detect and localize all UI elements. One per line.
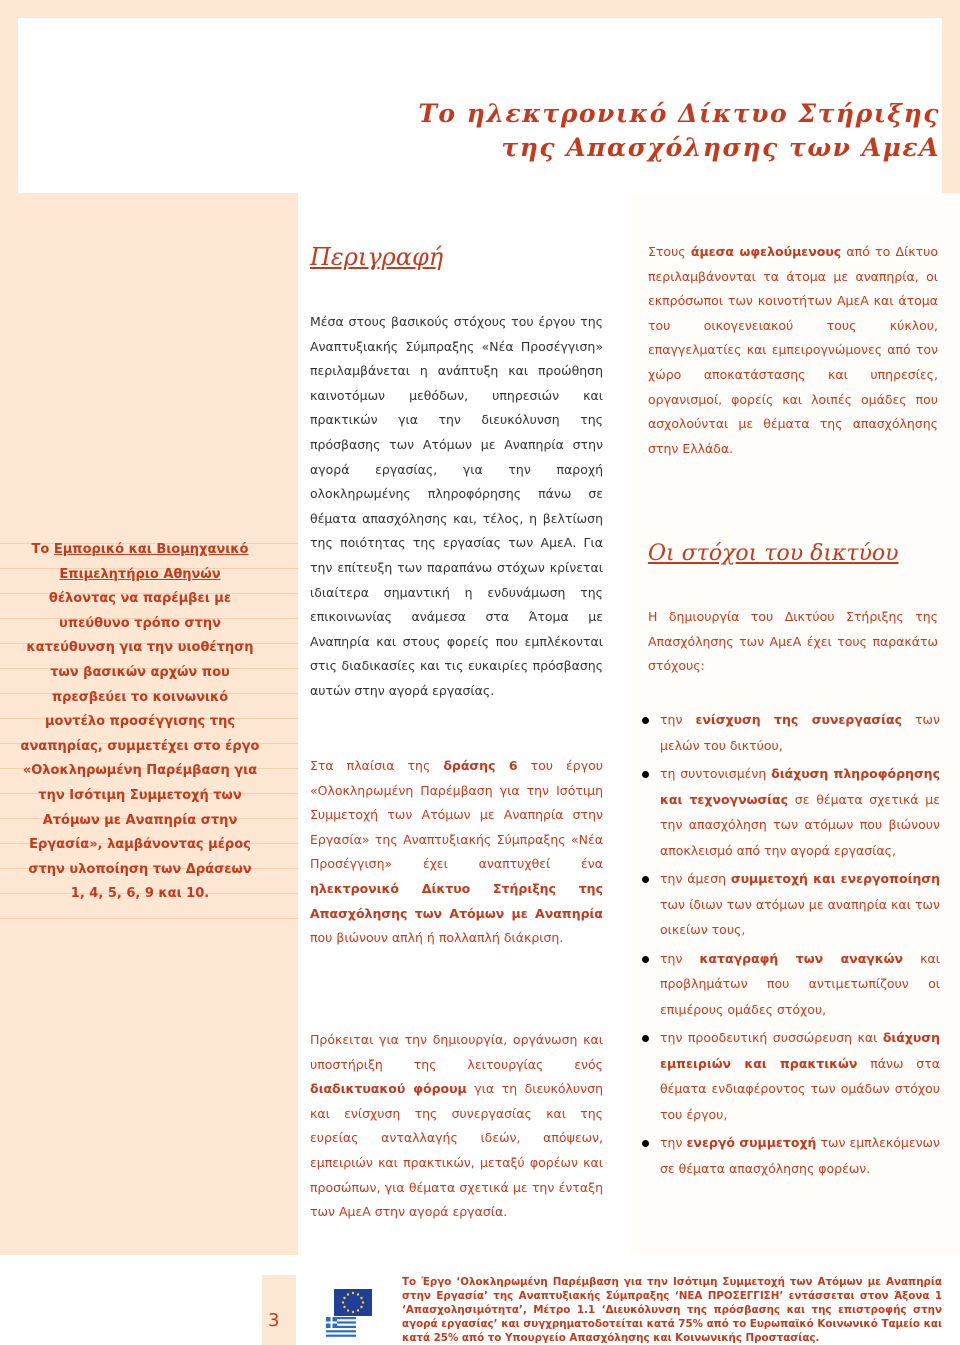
beneficiaries-paragraph: Στους άμεσα ωφελούμενους από το Δίκτυο περιλαμβάνονται τα άτομα με αναπηρία, οι εκπρόσωποι των κοινοτήτων ΑμεΑ και άτομα του οικογενειακού τους κύκλου, επαγγελματίες και εμπειρογνώμονες από τον χώρο αποκατάστασης και υπηρεσίες, οργανισμοί, φορείς και λοιπές ομάδες που ασχολούνται με θέματα της απασχόλησης στην Ελλάδα. bbox=[648, 244, 939, 456]
list-item: την άμεση συμμετοχή και ενεργοποίηση των ίδιων των ατόμων με αναπηρία και των οικείων τους, bbox=[640, 866, 940, 943]
sidebar-actions: 1, 4, 5, 6, 9 και 10. bbox=[70, 886, 210, 902]
page-title bbox=[418, 97, 940, 165]
list-item: την ενεργό συμμετοχή των εμπλεκόμενων σε θέματα απασχόλησης φορέων. bbox=[640, 1130, 940, 1181]
bullet-icon bbox=[642, 956, 649, 963]
bullet-icon bbox=[642, 1035, 649, 1042]
description-paragraph-2: Στα πλαίσια της δράσης 6 του έργου «Ολοκληρωμένη Παρέμβαση για την Ισότιμη Συμμετοχή των Ατόμων με Αναπηρία στην Εργασία» της Αναπτυξιακής Σύμπραξης «Νέα Προσέγγιση» έχει αναπτυχθεί ένα ηλεκτρονικό Δίκτυο Στήριξης της Απασχόλησης των Ατόμων με Αναπηρία που βιώνουν απλή ή πολλαπλή διάκριση. bbox=[310, 758, 603, 946]
description-heading: Περιγραφή bbox=[310, 243, 444, 271]
description-paragraph-1: Μέσα στους βασικούς στόχους του έργου της Αναπτυξιακής Σύμπραξης «Νέα Προσέγγιση» περιλαμβάνεται η ανάπτυξη και προώθηση καινοτόμων μεθόδων, υπηρεσιών και πρακτικών για την διευκόλυνση της πρόσβασης των Ατόμων με Αναπηρία στην αγορά εργασίας, για την παροχή ολοκληρωμένης πληροφόρησης πάνω σε θέματα απασχόλησης και, τέλος, η βελτίωση της ποιότητας της εργασίας των ΑμεΑ. Για την επίτευξη των παραπάνω στόχων κρίνεται ιδιαίτερα σημαντική η ενδυνάμωση της επικοινωνίας ανάμεσα στα Άτομα με Αναπηρία και στους φορείς που εμπλέκονται στις διαδικασίες και τις ευκαιρίες πρόσβασης αυτών στην αγορά εργασίας. bbox=[310, 314, 603, 698]
greek-flag-icon bbox=[326, 1317, 356, 1337]
eu-greece-logos bbox=[300, 1275, 392, 1345]
page-number: 3 bbox=[268, 1310, 280, 1331]
list-item: την ενίσχυση της συνεργασίας των μελών του δικτύου, bbox=[640, 707, 940, 758]
bullet-icon bbox=[642, 771, 649, 778]
footer-note: Το Έργο ‘Ολοκληρωμένη Παρέμβαση για την Ισότιμη Συμμετοχή των Ατόμων με Αναπηρία στην Εργασία’ της Αναπτυξιακής Σύμπραξης ‘ΝΕΑ ΠΡΟΣΕΓΓΙΣΗ’ εντάσσεται στον Άξονα 1 ‘Απασχολησιμότητα’, Μέτρο 1.1 ‘Διευκόλυνση της πρόσβασης και της επιστροφής στην αγορά εργασίας’ και συγχρηματοδοτείται κατά 75% από το Ευρωπαϊκό Κοινωνικό Ταμείο και κατά 25% από το Υπουργείο Απασχόλησης και Κοινωνικής Προστασίας. bbox=[402, 1276, 942, 1344]
bullet-icon bbox=[642, 1140, 649, 1147]
bullet-icon bbox=[642, 717, 649, 724]
bullet-icon bbox=[642, 876, 649, 883]
list-item: τη συντονισμένη διάχυση πληροφόρησης και τεχνογνωσίας σε θέματα σχετικά με την απασχόληση των ατόμων που βιώνουν αποκλεισμό από την αγορά εργασίας, bbox=[640, 761, 940, 863]
list-item: την προοδευτική συσσώρευση και διάχυση εμπειριών και πρακτικών πάνω στα θέματα ενδιαφέροντος των ομάδων στόχου του έργου, bbox=[640, 1025, 940, 1127]
goals-list bbox=[640, 707, 940, 1184]
eu-flag-icon bbox=[334, 1289, 372, 1316]
description-paragraph-3: Πρόκειται για την δημιουργία, οργάνωση και υποστήριξη της λειτουργίας ενός διαδικτυακού φόρουμ για τη διευκόλυνση και ενίσχυση της συνεργασίας και της ευρείας ανταλλαγής ιδεών, απόψεων, εμπειριών και πρακτικών, μεταξύ φορέων και προσώπων, για θέματα σχετικά με την ένταξη των ΑμεΑ στην αγορά εργασία. bbox=[310, 1032, 603, 1220]
org-name-link-2[interactable]: Επιμελητήριο Αθηνών bbox=[59, 566, 221, 582]
title-line-1: Το ηλεκτρονικό Δίκτυο Στήριξης bbox=[418, 99, 940, 128]
org-name-link[interactable]: Εμπορικό και Βιομηχανικό bbox=[53, 542, 249, 557]
goals-heading: Οι στόχοι του δικτύου bbox=[648, 541, 899, 566]
sidebar-text: Το Εμπορικό και Βιομηχανικό Επιμελητήριο Αθηνών θέλοντας να παρέμβει με υπεύθυνο τρόπο στην κατεύθυνση για την υιοθέτηση των βασικών αρχών που πρεσβεύει το κοινωνικό μοντέλο προσέγγισης της αναπηρίας, συμμετέχει στο έργο «Ολοκληρωμένη Παρέμβαση για την Ισότιμη Συμμετοχή των Ατόμων με Αναπηρία στην Εργασία», λαμβάνοντας μέρος στην υλοποίηση των Δράσεων 1, 4, 5, 6, 9 και 10. bbox=[20, 542, 260, 902]
sidebar-body: θέλοντας να παρέμβει με υπεύθυνο τρόπο στην κατεύθυνση για την υιοθέτηση των βασικών αρχών που πρεσβεύει το κοινωνικό μοντέλο προσέγγισης της αναπηρίας, συμμετέχει στο έργο «Ολοκληρωμένη Παρέμβαση για την Ισότιμη Συμμετοχή των Ατόμων με Αναπηρία στην Εργασία», λαμβάνοντας μέρος στην υλοποίηση των Δράσεων bbox=[20, 591, 260, 877]
goals-intro: Η δημιουργία του Δικτύου Στήριξης της Απασχόλησης των ΑμεΑ έχει τους παρακάτω στόχους: bbox=[648, 609, 938, 674]
title-line-2: της Απασχόλησης των ΑμεΑ bbox=[501, 133, 940, 162]
list-item: την καταγραφή των αναγκών και προβλημάτων που αντιμετωπίζουν οι επιμέρους ομάδες στόχου, bbox=[640, 946, 940, 1023]
